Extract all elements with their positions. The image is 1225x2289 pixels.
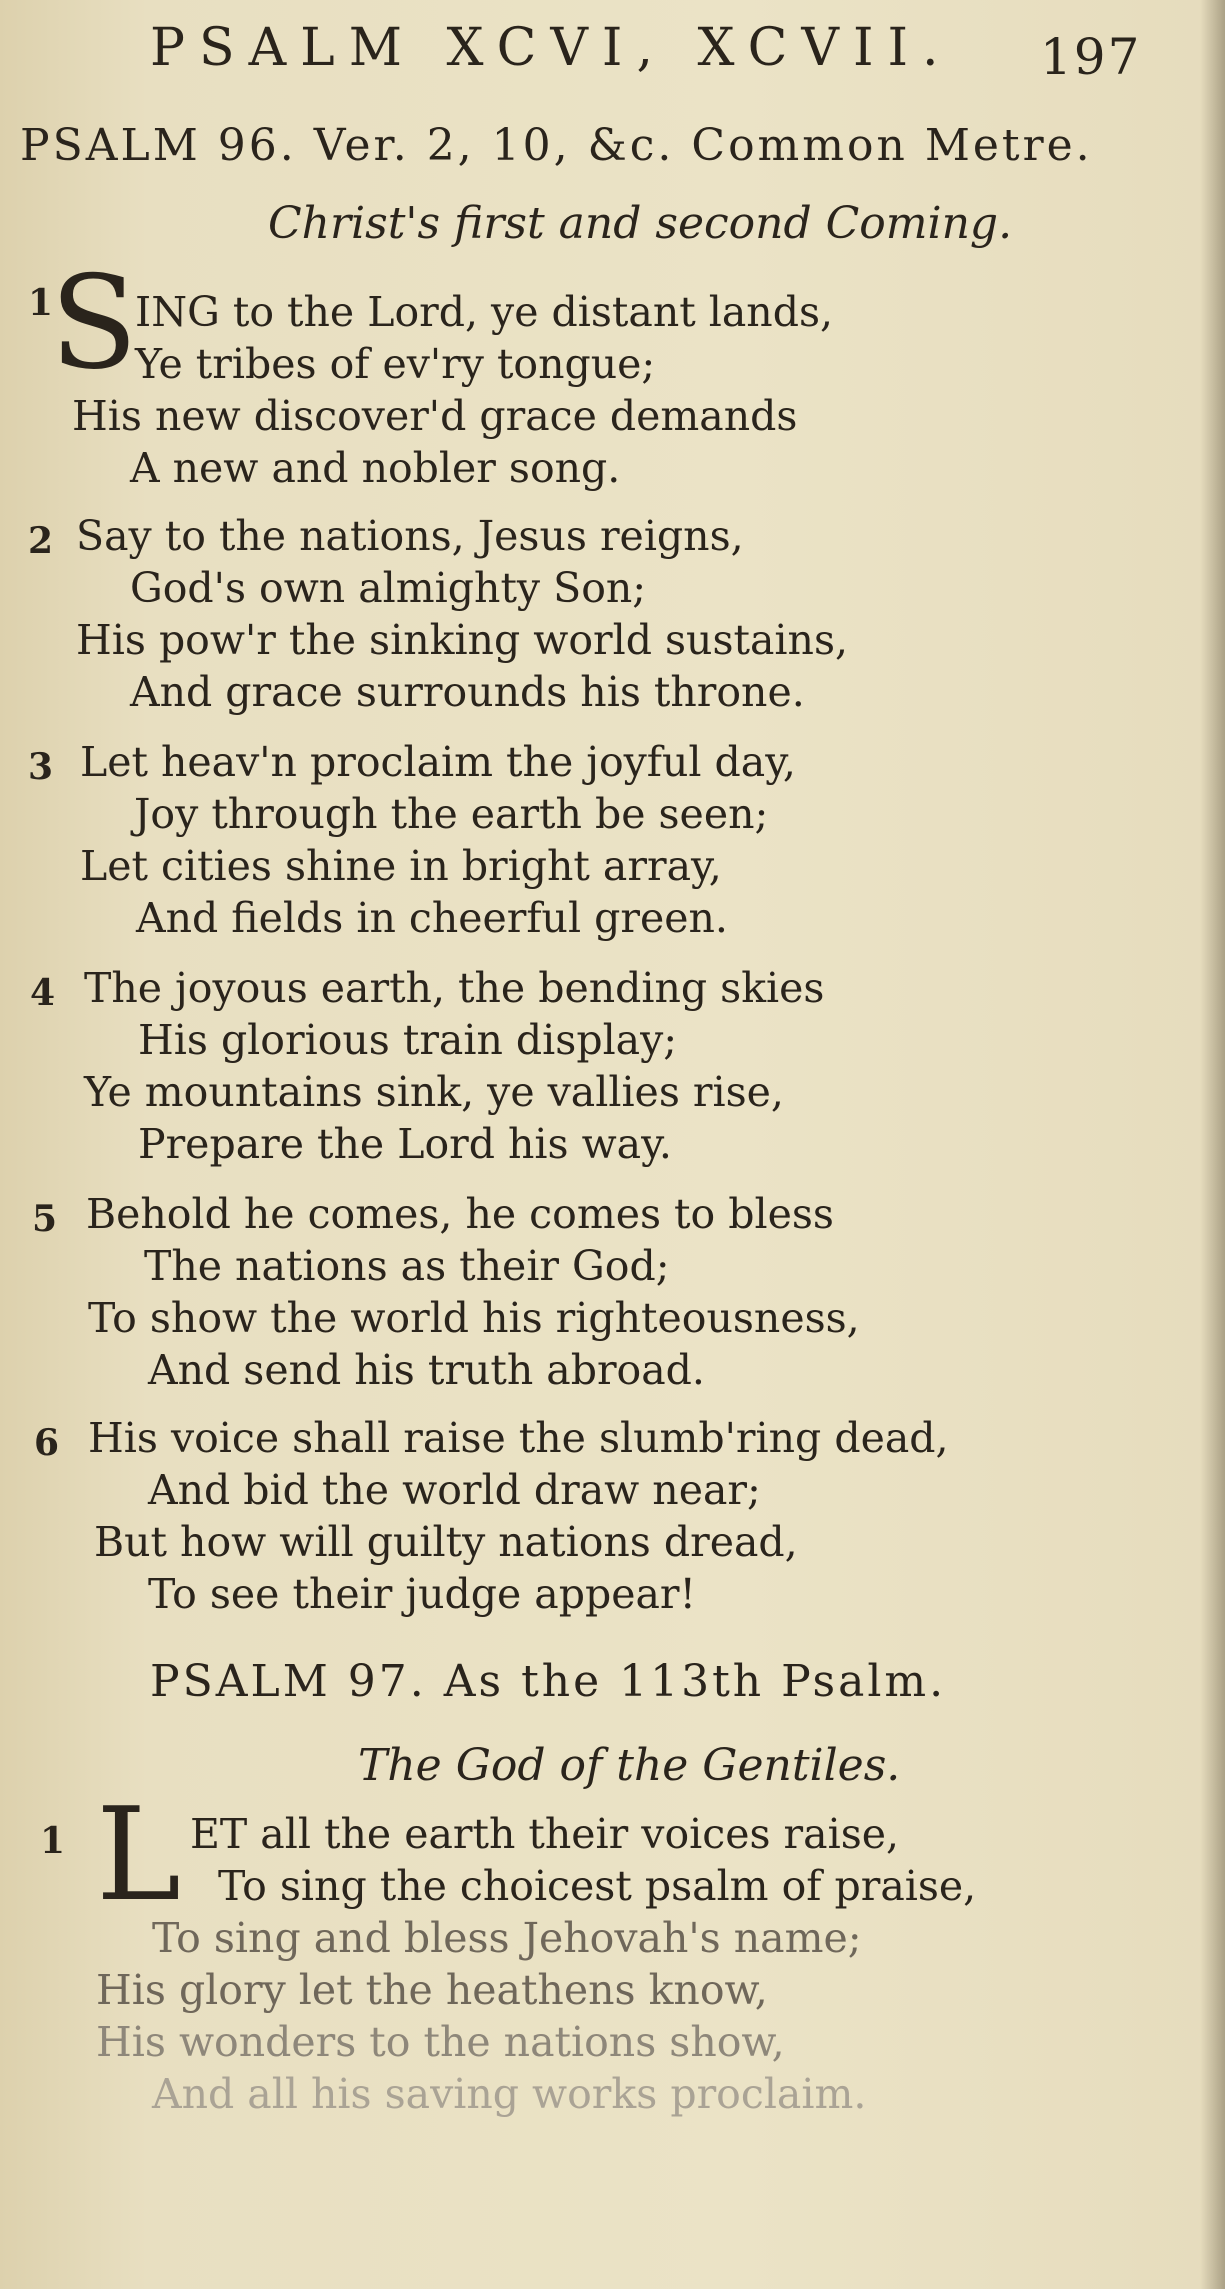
- verse-number: 1: [28, 282, 54, 324]
- verse-line: To see their judge appear!: [148, 1570, 696, 1618]
- verse-line: Behold he comes, he comes to bless: [86, 1190, 834, 1238]
- running-title: PSALM XCVI, XCVII.: [150, 18, 953, 78]
- verse-number: 2: [28, 520, 54, 562]
- verse-line: And all his saving works proclaim.: [152, 2070, 867, 2118]
- verse-line: Prepare the Lord his way.: [138, 1120, 672, 1168]
- verse-line: Say to the nations, Jesus reigns,: [76, 512, 744, 560]
- psalm-96-subtitle: Christ's first and second Coming.: [268, 198, 1013, 249]
- verse-line: A new and nobler song.: [130, 444, 621, 492]
- verse-line: His glory let the heathens know,: [96, 1966, 768, 2014]
- verse-line: Joy through the earth be seen;: [134, 790, 769, 838]
- verse-line: To sing the choicest psalm of praise,: [218, 1862, 977, 1910]
- verse-line: But how will guilty nations dread,: [94, 1518, 798, 1566]
- drop-cap: L: [96, 1781, 181, 1930]
- verse-line: His wonders to the nations show,: [96, 2018, 785, 2066]
- psalm-97-heading: PSALM 97. As the 113th Psalm.: [150, 1656, 947, 1707]
- verse-line: Ye tribes of ev'ry tongue;: [135, 340, 656, 388]
- verse-line: ET all the earth their voices raise,: [190, 1810, 900, 1858]
- drop-cap: S: [50, 249, 138, 398]
- verse-number: 3: [28, 746, 54, 788]
- verse-line: His glorious train display;: [138, 1016, 678, 1064]
- verse-line: His pow'r the sinking world sustains,: [76, 616, 849, 664]
- verse-line: Let heav'n proclaim the joyful day,: [80, 738, 796, 786]
- verse-line: God's own almighty Son;: [130, 564, 647, 612]
- verse-line: To sing and bless Jehovah's name;: [152, 1914, 862, 1962]
- verse-line: ING to the Lord, ye distant lands,: [135, 288, 834, 336]
- psalm-96-heading: PSALM 96. Ver. 2, 10, &c. Common Metre.: [20, 120, 1093, 171]
- verse-line: And fields in cheerful green.: [136, 894, 728, 942]
- verse-line: His new discover'd grace demands: [72, 392, 798, 440]
- verse-number: 4: [30, 972, 56, 1014]
- verse-line: And grace surrounds his throne.: [130, 668, 805, 716]
- verse-number: 5: [32, 1198, 58, 1240]
- page-number: 197: [1040, 28, 1142, 86]
- verse-line: The nations as their God;: [144, 1242, 670, 1290]
- page-edge-shadow: [1200, 0, 1225, 2289]
- verse-line: Let cities shine in bright array,: [80, 842, 722, 890]
- verse-line: His voice shall raise the slumb'ring dead,: [88, 1414, 949, 1462]
- verse-line: And send his truth abroad.: [148, 1346, 705, 1394]
- verse-line: And bid the world draw near;: [148, 1466, 761, 1514]
- verse-line: To show the world his righteousness,: [88, 1294, 860, 1342]
- verse-number: 1: [40, 1820, 66, 1862]
- verse-line: Ye mountains sink, ye vallies rise,: [84, 1068, 784, 1116]
- verse-line: The joyous earth, the bending skies: [84, 964, 825, 1012]
- psalm-97-subtitle: The God of the Gentiles.: [358, 1740, 901, 1791]
- verse-number: 6: [34, 1422, 60, 1464]
